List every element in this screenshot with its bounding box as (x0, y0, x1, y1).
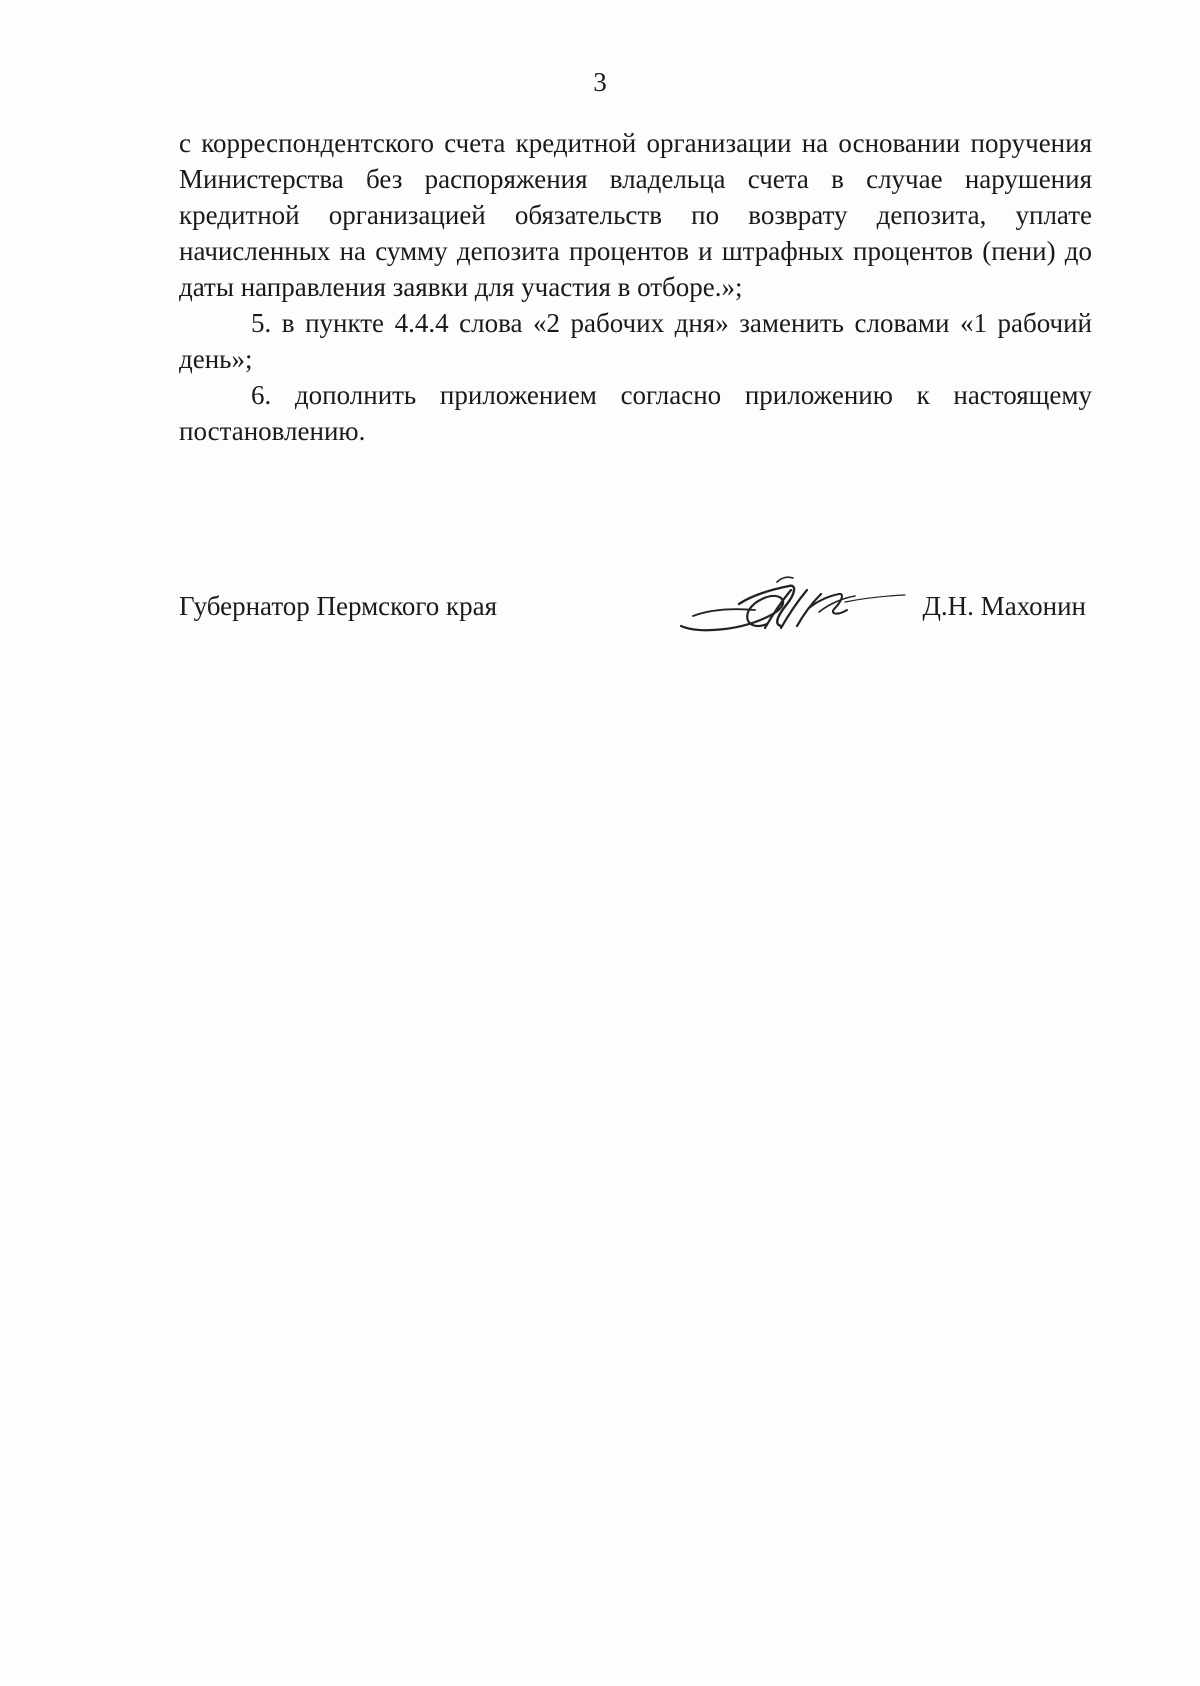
page-number: 3 (593, 67, 607, 97)
signer-title: Губернатор Пермского края (179, 591, 498, 621)
paragraph-continuation: с корреспондентского счета кредитной организации на основании поручения Министерства без распоряжения владельца счета в случае нарушения кредитной организацией обязательств по возврату депозита, уплате начисленных на сумму депозита процентов и штрафных процентов (пени) до даты направления заявки для участия в отборе.»; (179, 128, 1092, 302)
document-body (179, 125, 1092, 449)
signer-name: Д.Н. Махонин (922, 591, 1086, 621)
signature-block (179, 578, 1092, 638)
paragraph-item-5: 5. в пункте 4.4.4 слова «2 рабочих дня» заменить словами «1 рабочий день»; (179, 308, 1092, 374)
paragraph-item-6: 6. дополнить приложением согласно приложению к настоящему постановлению. (179, 380, 1092, 446)
handwritten-signature (669, 568, 909, 643)
